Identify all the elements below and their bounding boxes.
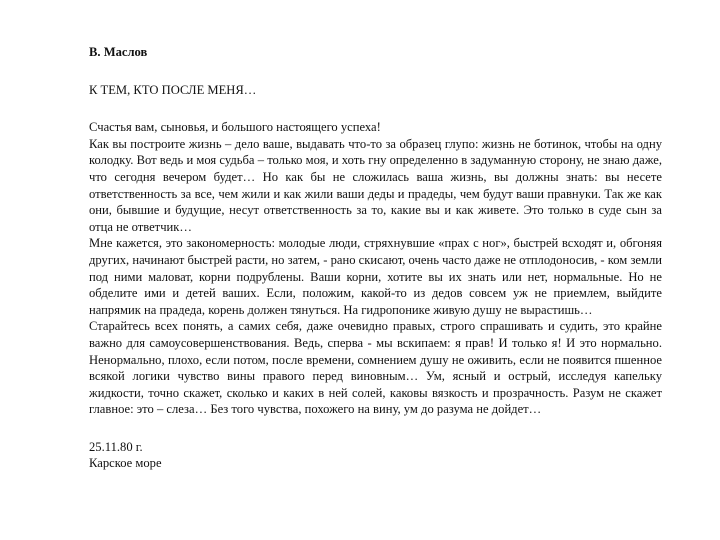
paragraph-3-text: Старайтесь всех понять, а самих себя, даже очевидно правых, строго спрашивать и судить, это крайне важно для самоусовершенствования. Ведь, сперва - мы вскипаем: я прав! И только я! И это нормально. Ненормально, плохо, если потом, после времени, сомнением душу не оживить, если не появится пшенное всякой логики чувство вины правого перед виновным… Ум, ясный и острый, исследуя капельку жидкости, точно скажет, сколько и каких в ней солей, каковы вязкость и прозрачность. Разум не скажет главное: это – слеза… Без того чувства, похожего на вину, ум до разума не дойдет… [89,319,662,417]
signature-date: 25.11.80 г. [89,439,143,454]
document-body [89,119,662,418]
paragraph-3 [89,318,662,418]
signature-block [89,439,662,472]
author-name: В. Маслов [89,45,148,59]
paragraph-1-text: Как вы построите жизнь – дело ваше, выдавать что-то за образец глупо: жизнь не ботинок, чтобы на одну колодку. Вот ведь и моя судьба – только моя, и хоть гну определенно в задуманную сторону, не знаю даже, что сегодня вечером будет… Но как бы не сложилась ваша жизнь, вы должны знать: вы несете ответственность за все, чем жили и как жили ваши деды и прадеды, чем будут ваши правнуки. Так же как они, бывшие и будущие, несут ответственность за то, какие вы и как живете. Это только в суде сын за отца не ответчик… [89,136,662,234]
document-page [89,44,662,472]
greeting-line: Счастья вам, сыновья, и большого настоящего успеха! [89,120,381,135]
signature-place: Карское море [89,456,162,471]
document-title: К ТЕМ, КТО ПОСЛЕ МЕНЯ… [89,82,257,97]
paragraph-2 [89,235,662,318]
paragraph-2-text: Мне кажется, это закономерность: молодые люди, стряхнувшие «прах с ног», быстрей всходят и, обгоняя других, начинают быстрей расти, но затем, - рано скисают, очень часто даже не отплодоносив, - ком земли под ними маловат, корни подрублены. Ваши корни, хотите вы их знать или нет, нормальные. Но не обделите ими и детей ваших. Если, положим, какой-то из дедов совсем уж не приемлем, выйдите напрямик на прадеда, корень должен тянуться. На гидропонике живую душу не вырастишь… [89,236,662,317]
paragraph-1 [89,136,662,236]
